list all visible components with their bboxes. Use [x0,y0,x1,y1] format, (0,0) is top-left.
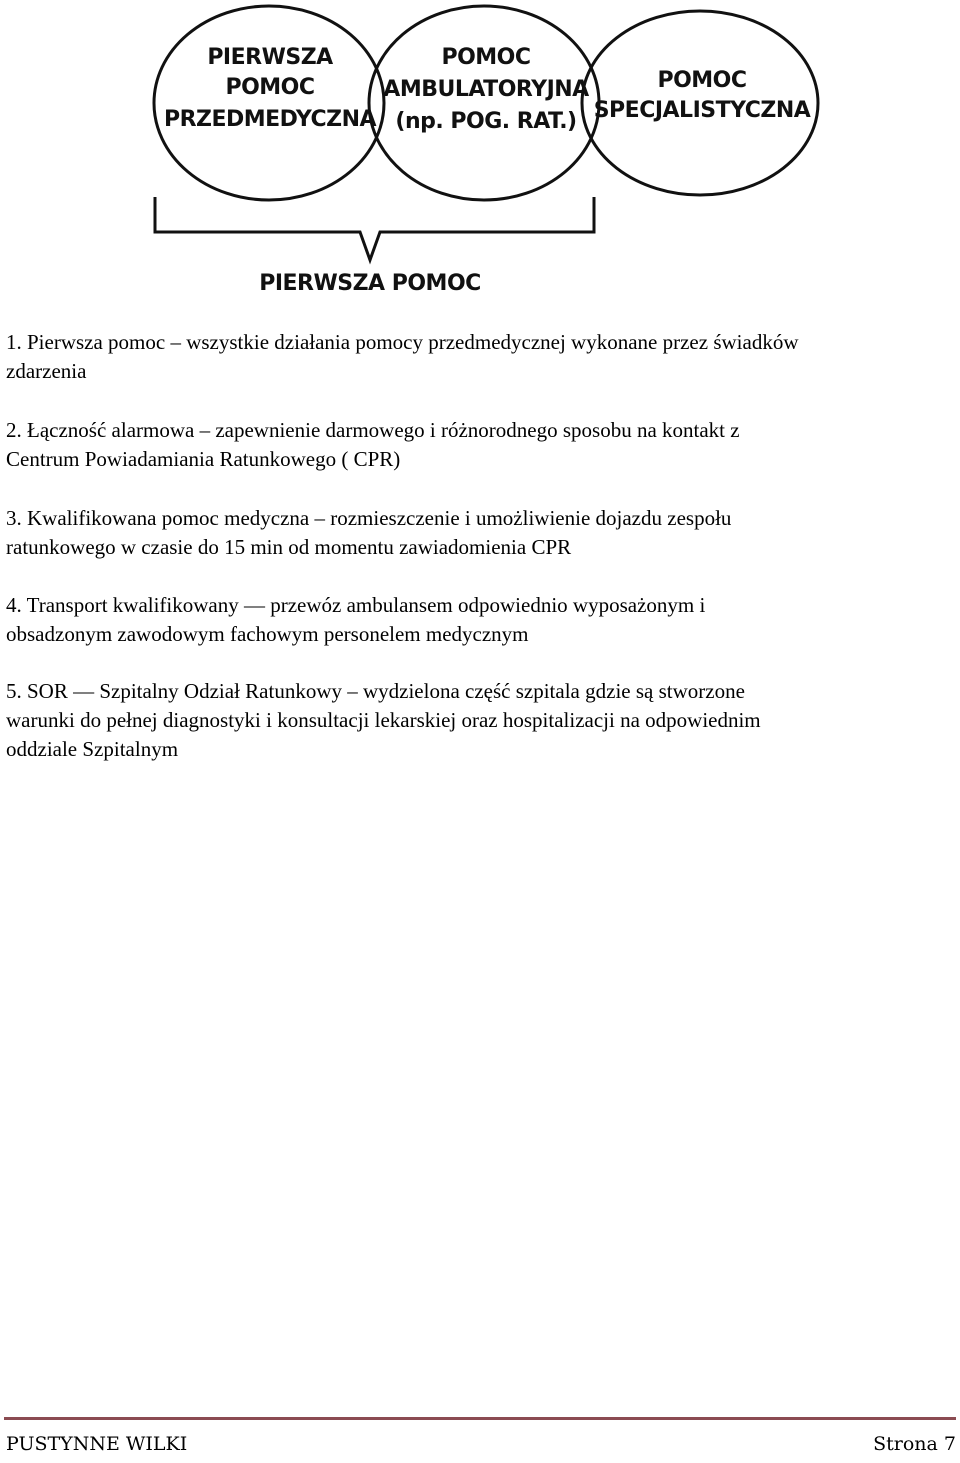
circle-middle-line-3: (np. POG. RAT.) [395,109,577,134]
list-item-4-line-2: obsadzonym zawodowym fachowym personelem medycznym [6,622,529,646]
list-item-4-line-1: 4. Transport kwalifikowany — przewóz ambulansem odpowiednio wyposażonym i [6,593,706,617]
circle-left-line-1: PIERWSZA [207,45,333,70]
list-item-5-line-2: warunki do pełnej diagnostyki i konsultacji lekarskiej oraz hospitalizacji na odpowiednim [6,708,761,732]
circle-middle-line-1: POMOC [441,45,531,70]
list-item-5-line-1: 5. SOR — Szpitalny Odział Ratunkowy – wydzielona część szpitala gdzie są stworzone [6,679,745,703]
list-item-3-line-2: ratunkowego w czasie do 15 min od momentu zawiadomienia CPR [6,535,572,559]
list-item-2 [6,416,956,474]
list-item-5-line-3: oddziale Szpitalnym [6,737,179,761]
list-item-1-line-2: zdarzenia [6,359,87,383]
list-item-4 [6,591,956,649]
footer-divider [4,1417,956,1420]
circle-right-line-1: POMOC [657,68,747,93]
circle-right-line-2: SPECJALISTYCZNA [593,98,811,123]
list-item-2-line-1: 2. Łączność alarmowa – zapewnienie darmowego i różnorodnego sposobu na kontakt z [6,418,740,442]
circle-left-line-3: PRZEDMEDYCZNA [163,107,377,132]
list-item-1-line-1: 1. Pierwsza pomoc – wszystkie działania pomocy przedmedycznej wykonane przez świadków [6,330,799,354]
circle-ambulatory-aid [369,6,599,200]
brace-label: PIERWSZA POMOC [259,271,481,296]
footer-title: PUSTYNNE WILKI [6,1433,188,1455]
list-item-3-line-1: 3. Kwalifikowana pomoc medyczna – rozmieszczenie i umożliwienie dojazdu zespołu [6,506,732,530]
list-item-3 [6,504,956,562]
list-item-1 [6,328,956,386]
brace-bracket [155,197,594,260]
list-item-5 [6,677,956,764]
first-aid-diagram [0,0,960,300]
list-item-2-line-2: Centrum Powiadamiania Ratunkowego ( CPR) [6,447,401,471]
page-number: Strona 7 [873,1433,956,1455]
circle-middle-line-2: AMBULATORYJNA [383,77,589,102]
circle-first-aid-premedical [154,6,384,200]
circle-left-line-2: POMOC [225,75,315,100]
